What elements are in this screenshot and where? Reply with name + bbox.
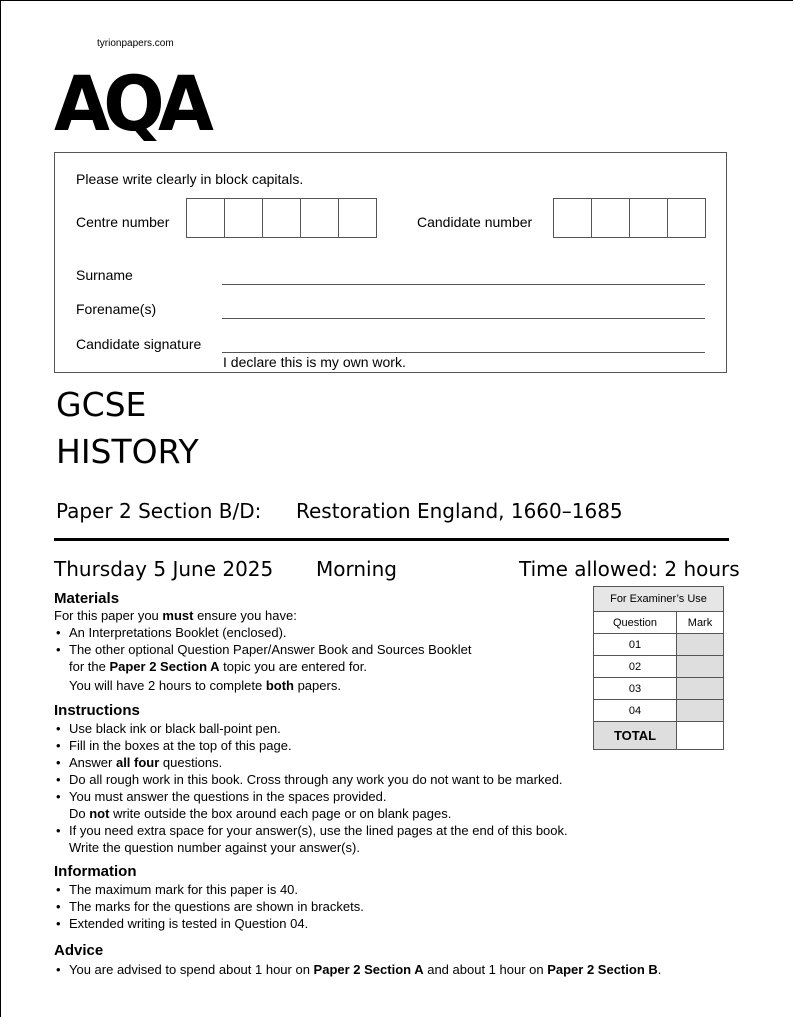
title-divider bbox=[54, 538, 729, 541]
list-item-continuation: Write the question number against your answer(s). bbox=[69, 840, 360, 855]
instructions-list bbox=[54, 720, 568, 856]
forename-field[interactable] bbox=[222, 318, 705, 319]
exam-date: Thursday 5 June 2025 bbox=[54, 557, 274, 581]
list-item: • An Interpretations Booklet (enclosed). bbox=[54, 624, 472, 641]
centre-digit-box[interactable] bbox=[301, 199, 339, 237]
centre-number-label: Centre number bbox=[76, 214, 170, 230]
centre-digit-box[interactable] bbox=[263, 199, 301, 237]
block-capitals-instruction: Please write clearly in block capitals. bbox=[76, 171, 304, 187]
information-heading: Information bbox=[54, 863, 137, 880]
materials-continuation-2: You will have 2 hours to complete both papers. bbox=[69, 678, 341, 693]
list-item: • Do all rough work in this book. Cross through any work you do not want to be marked. bbox=[54, 771, 568, 788]
question-number: 02 bbox=[594, 656, 677, 678]
list-item: • If you need extra space for your answer(s), use the lined pages at the end of this book. bbox=[54, 822, 568, 839]
mark-cell bbox=[677, 656, 724, 678]
total-mark-cell bbox=[677, 722, 724, 750]
candidate-digit-box[interactable] bbox=[630, 199, 668, 237]
list-item: • Extended writing is tested in Question 04. bbox=[54, 915, 364, 932]
materials-list bbox=[54, 624, 472, 658]
surname-field[interactable] bbox=[222, 284, 705, 285]
candidate-digit-box[interactable] bbox=[668, 199, 705, 237]
signature-field[interactable] bbox=[222, 352, 705, 353]
list-item: • You must answer the questions in the spaces provided. bbox=[54, 788, 568, 805]
forename-label: Forename(s) bbox=[76, 301, 157, 317]
list-item: • Use black ink or black ball-point pen. bbox=[54, 720, 568, 737]
advice-heading: Advice bbox=[54, 942, 104, 959]
examiner-use-table bbox=[593, 586, 724, 750]
mark-cell bbox=[677, 678, 724, 700]
question-number: 03 bbox=[594, 678, 677, 700]
mark-cell bbox=[677, 700, 724, 722]
candidate-details-box bbox=[54, 152, 727, 373]
materials-intro: For this paper you must ensure you have: bbox=[54, 608, 297, 623]
centre-digit-box[interactable] bbox=[225, 199, 263, 237]
list-item: • You are advised to spend about 1 hour on Paper 2 Section A and about 1 hour on Paper 2 Section B. bbox=[54, 961, 661, 978]
list-item: • Answer all four questions. bbox=[54, 754, 568, 771]
question-column-header: Question bbox=[594, 612, 677, 634]
centre-number-boxes[interactable] bbox=[186, 198, 377, 238]
list-item-continuation: Do not write outside the box around each page or on blank pages. bbox=[69, 806, 452, 821]
centre-digit-box[interactable] bbox=[339, 199, 376, 237]
qualification-title: GCSE bbox=[56, 385, 147, 424]
mark-cell bbox=[677, 634, 724, 656]
surname-label: Surname bbox=[76, 267, 133, 283]
total-label: TOTAL bbox=[594, 722, 677, 750]
exam-session: Morning bbox=[316, 557, 397, 581]
site-watermark: tyrionpapers.com bbox=[97, 38, 174, 49]
list-item: • The marks for the questions are shown in brackets. bbox=[54, 898, 364, 915]
list-item: • Fill in the boxes at the top of this page. bbox=[54, 737, 568, 754]
information-list bbox=[54, 881, 364, 932]
candidate-digit-box[interactable] bbox=[592, 199, 630, 237]
candidate-number-label: Candidate number bbox=[417, 214, 533, 230]
materials-continuation-1: for the Paper 2 Section A topic you are entered for. bbox=[69, 659, 367, 674]
time-allowed: Time allowed: 2 hours bbox=[519, 557, 740, 581]
candidate-number-boxes[interactable] bbox=[553, 198, 706, 238]
subject-title: HISTORY bbox=[56, 432, 199, 471]
centre-digit-box[interactable] bbox=[187, 199, 225, 237]
question-number: 04 bbox=[594, 700, 677, 722]
paper-label: Paper 2 Section B/D: bbox=[56, 499, 262, 523]
question-number: 01 bbox=[594, 634, 677, 656]
materials-heading: Materials bbox=[54, 590, 120, 607]
declaration-text: I declare this is my own work. bbox=[223, 354, 406, 370]
candidate-digit-box[interactable] bbox=[554, 199, 592, 237]
list-item: • The other optional Question Paper/Answer Book and Sources Booklet bbox=[54, 641, 472, 658]
mark-column-header: Mark bbox=[677, 612, 724, 634]
instructions-heading: Instructions bbox=[54, 702, 140, 719]
list-item: • The maximum mark for this paper is 40. bbox=[54, 881, 364, 898]
advice-list bbox=[54, 961, 661, 978]
aqa-logo: AQA bbox=[54, 59, 208, 148]
signature-label: Candidate signature bbox=[76, 336, 202, 352]
topic-title: Restoration England, 1660–1685 bbox=[296, 499, 623, 523]
examiner-heading: For Examiner’s Use bbox=[594, 587, 724, 612]
